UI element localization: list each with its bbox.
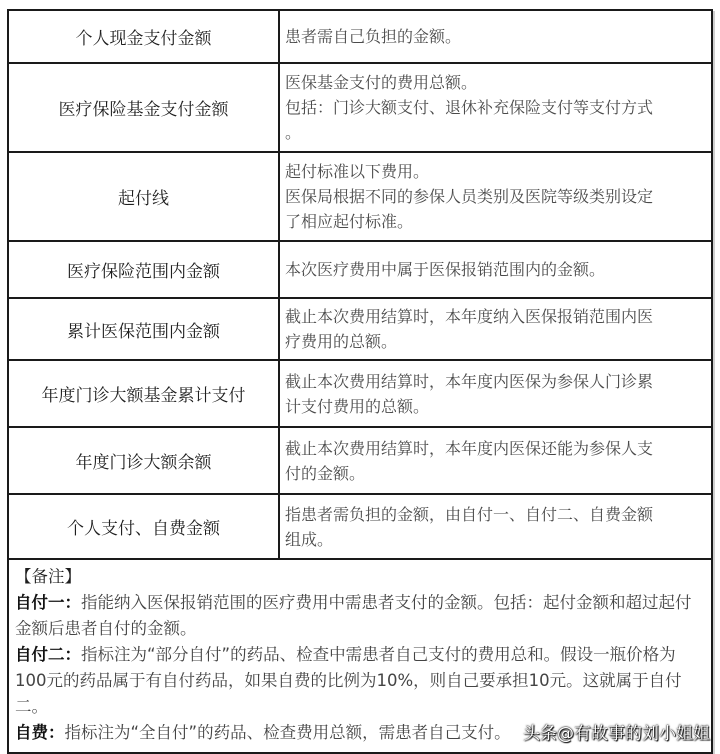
- table-row: [9, 360, 711, 427]
- description-cell: [279, 494, 711, 559]
- description-line: 医保局根据不同的参保人员类别及医院等级类别设定: [285, 187, 654, 206]
- term-cell: 起付线: [9, 152, 279, 241]
- note-item-self-pay-1: [15, 590, 705, 642]
- note-label: 自付二：: [15, 645, 81, 664]
- table-row: [9, 241, 711, 298]
- table-row: [9, 494, 711, 559]
- description-line: 起付标准以下费用。: [285, 162, 430, 181]
- description-cell: [279, 360, 711, 427]
- description-line: 截止本次费用结算时，本年度纳入医保报销范围内医: [285, 307, 654, 326]
- note-text: 指标注为“部分自付”的药品、检查中需患者自己支付的费用总和。假设一瓶价格为100元的药品属于有自付药品，如果自费的比例为10%，则自己要承担10元。这就属于自付二。: [15, 645, 682, 716]
- table-row: [9, 152, 711, 241]
- description-line: 截止本次费用结算时，本年度内医保为参保人门诊累: [285, 371, 654, 391]
- description-cell: [279, 241, 711, 298]
- description-cell: [279, 11, 711, 63]
- description-line: 包括：门诊大额支付、退休补充保险支付等支付方式: [285, 98, 654, 117]
- description-line: 指患者需负担的金额，由自付一、自付二、自费金额: [285, 504, 654, 524]
- description-cell: [279, 63, 711, 152]
- description-line: 了相应起付标准。: [285, 212, 414, 231]
- term-cell: 个人支付、自费金额: [9, 494, 279, 559]
- description-line: 本次医疗费用中属于医保报销范围内的金额。: [285, 260, 606, 279]
- table-row: [9, 298, 711, 360]
- description-line: 计支付费用的总额。: [285, 396, 430, 416]
- description-cell: [279, 427, 711, 494]
- description-line: 患者需自己负担的金额。: [285, 27, 462, 46]
- note-label: 自费：: [15, 723, 65, 742]
- description-cell: [279, 152, 711, 241]
- term-cell: 年度门诊大额基金累计支付: [9, 360, 279, 427]
- table-row: [9, 11, 711, 63]
- note-label: 自付一：: [15, 593, 81, 612]
- document-frame: [7, 9, 713, 754]
- term-cell: 个人现金支付金额: [9, 11, 279, 63]
- term-cell: 年度门诊大额余额: [9, 427, 279, 494]
- description-line: 付的金额。: [285, 463, 366, 483]
- note-text: 指能纳入医保报销范围的医疗费用中需患者支付的金额。包括：起付金额和超过起付金额后患者自付的金额。: [15, 593, 692, 638]
- description-line: 疗费用的总额。: [285, 332, 398, 351]
- notes-heading: 【备注】: [15, 567, 81, 586]
- watermark: 头条@有故事的刘小姐姐: [523, 724, 710, 744]
- term-cell: 医疗保险基金支付金额: [9, 63, 279, 152]
- note-text: 指标注为“全自付”的药品、检查费用总额，需患者自己支付。: [64, 723, 511, 742]
- term-cell: 医疗保险范围内金额: [9, 241, 279, 298]
- description-line: 医保基金支付的费用总额。: [285, 73, 478, 92]
- description-line: 组成。: [285, 529, 334, 549]
- description-line: 。: [285, 123, 302, 142]
- table-row: [9, 63, 711, 152]
- description-line: 截止本次费用结算时，本年度内医保还能为参保人支: [285, 438, 654, 458]
- description-cell: [279, 298, 711, 360]
- definitions-table: [9, 11, 711, 560]
- table-row: [9, 427, 711, 494]
- note-item-self-pay-2: [15, 642, 705, 720]
- term-cell: 累计医保范围内金额: [9, 298, 279, 360]
